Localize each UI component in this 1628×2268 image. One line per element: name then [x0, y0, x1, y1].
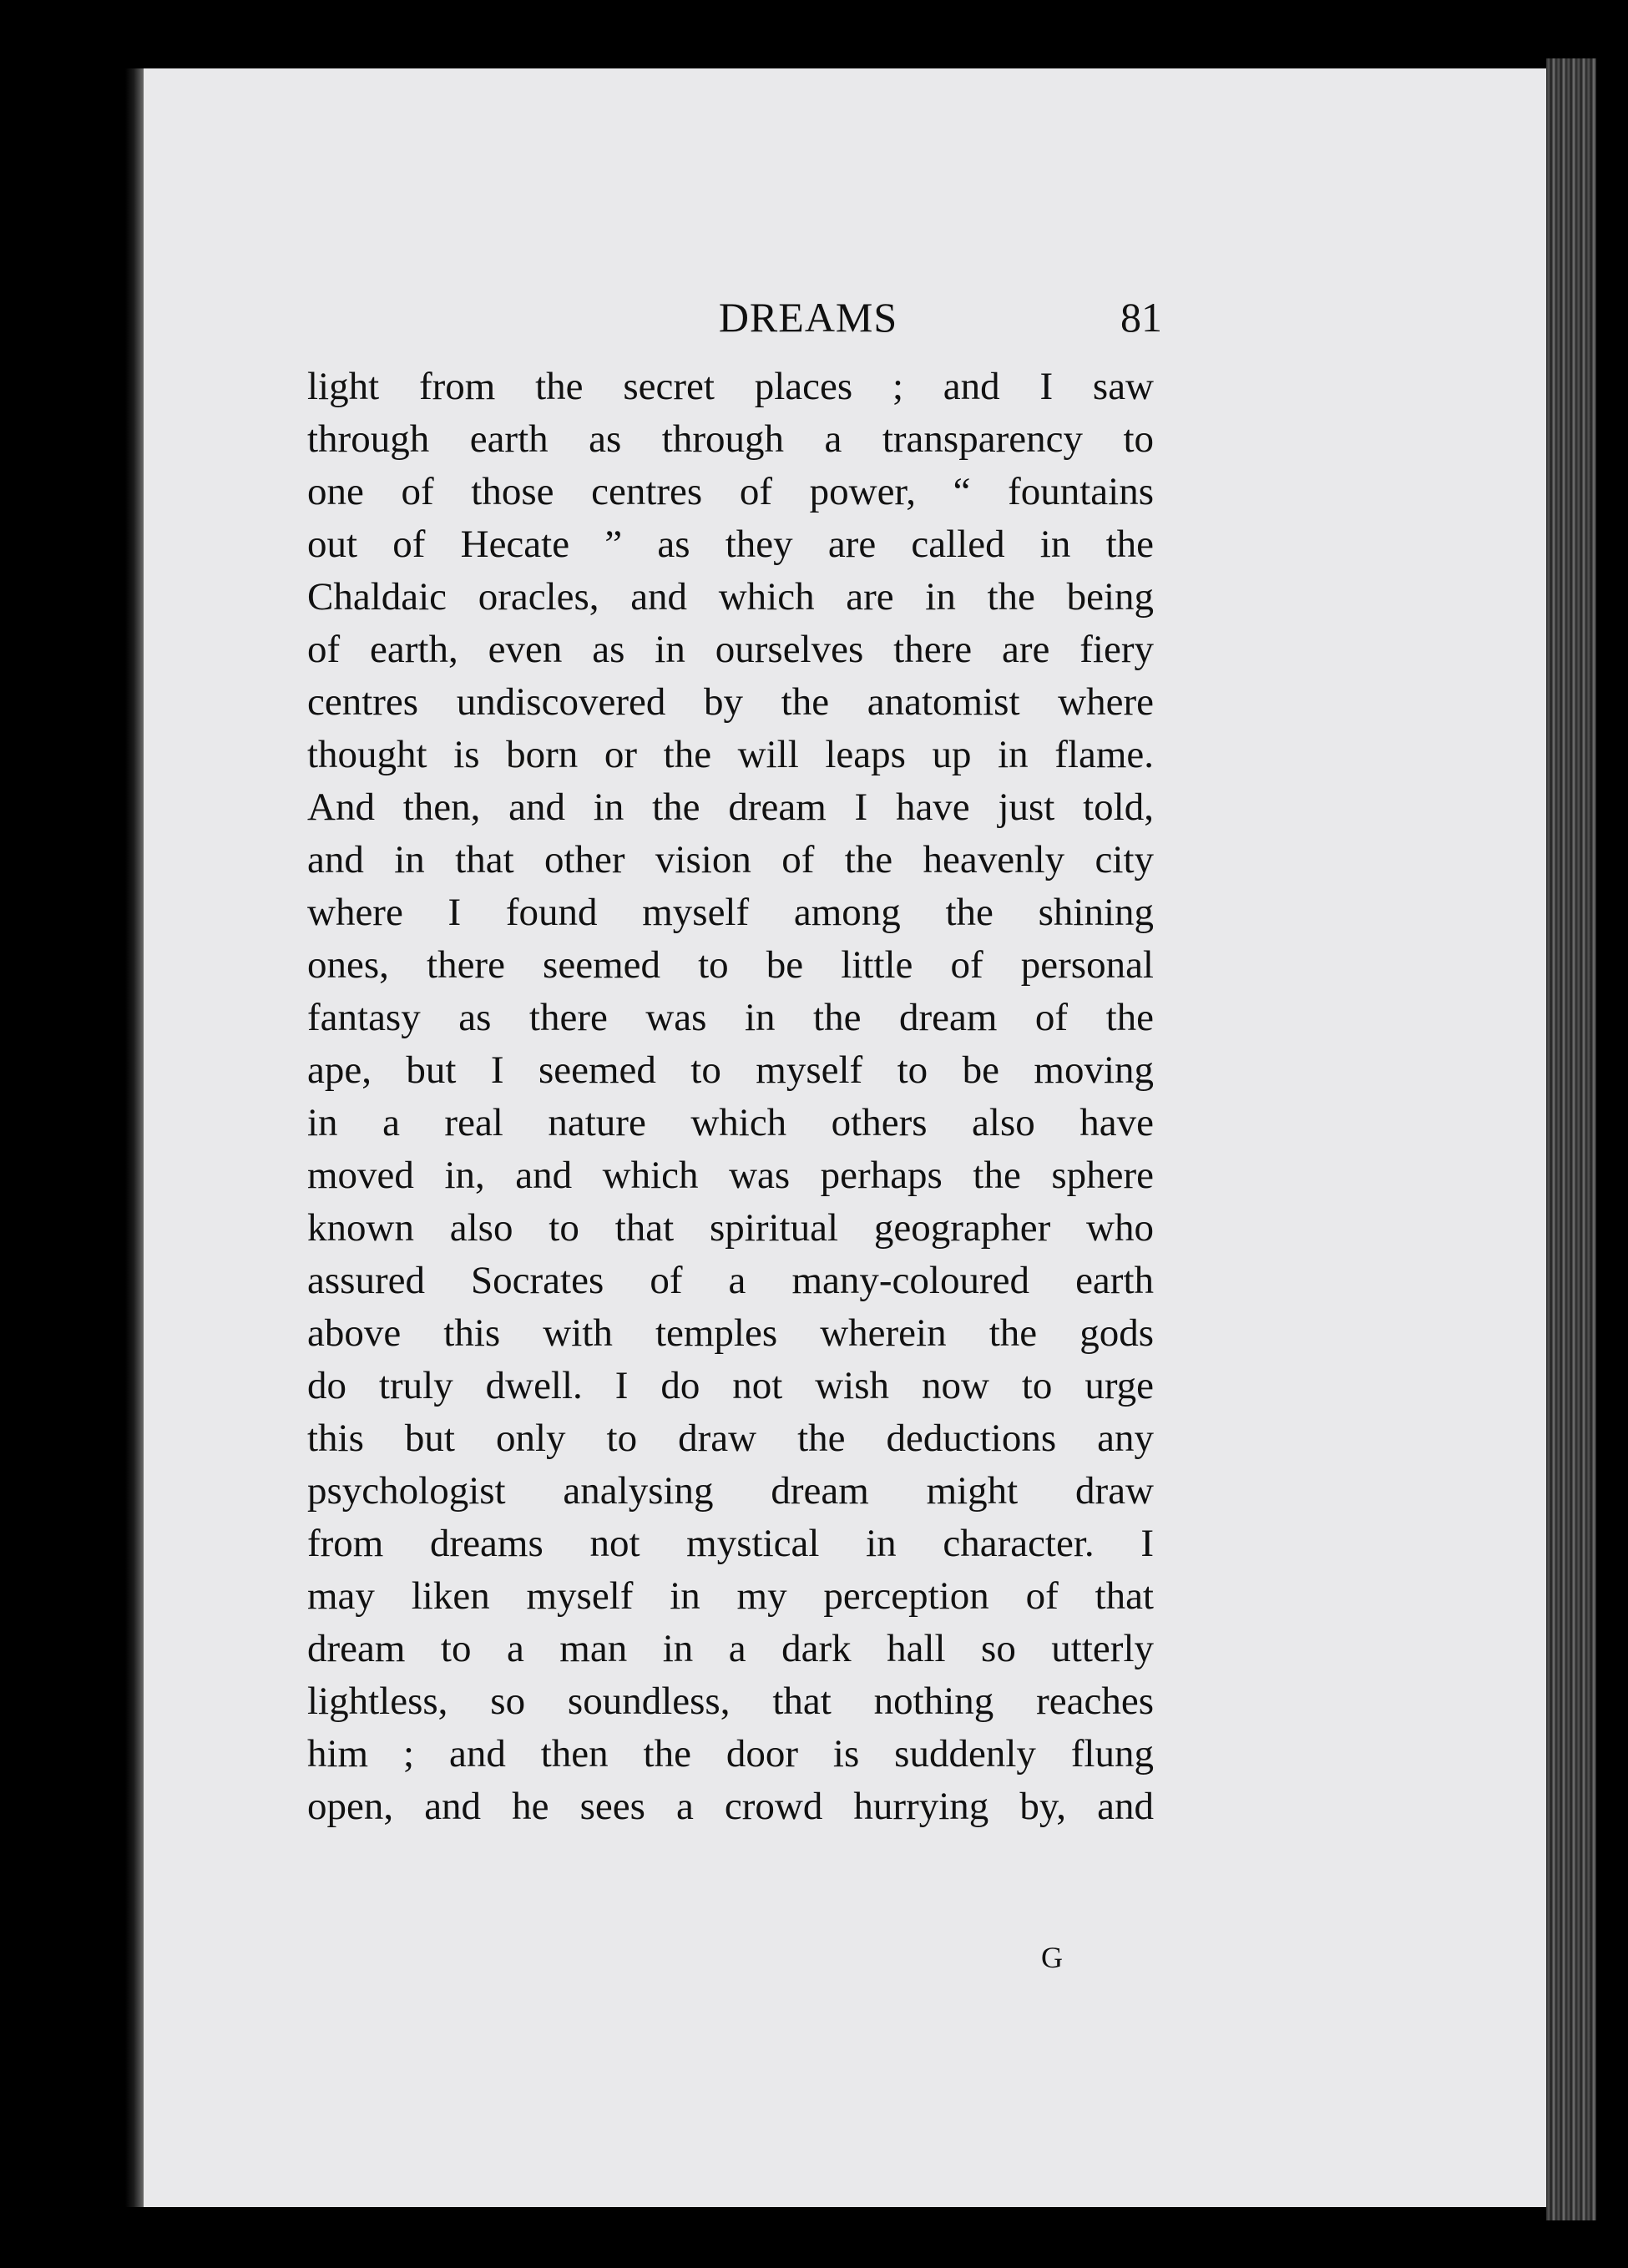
text-line: psychologist analysing dream might draw [307, 1469, 1154, 1513]
text-line: And then, and in the dream I have just told, [307, 785, 1154, 829]
text-line: and in that other vision of the heavenly city [307, 838, 1154, 881]
text-line: from dreams not mystical in character. I [307, 1522, 1154, 1565]
text-line: lightless, so soundless, that nothing reaches [307, 1680, 1154, 1723]
text-line: him ; and then the door is suddenly flung [307, 1732, 1154, 1776]
page-number: 81 [1120, 294, 1162, 341]
text-line: out of Hecate ” as they are called in the [307, 523, 1154, 566]
body-text [307, 361, 1154, 1833]
book-page [144, 68, 1546, 2207]
signature-mark: G [1041, 1941, 1063, 1974]
text-line: dream to a man in a dark hall so utterly [307, 1627, 1154, 1670]
text-line: of earth, even as in ourselves there are fiery [307, 628, 1154, 671]
text-line: assured Socrates of a many-coloured earth [307, 1259, 1154, 1302]
text-line: do truly dwell. I do not wish now to urge [307, 1364, 1154, 1407]
text-line: where I found myself among the shining [307, 891, 1154, 934]
text-line: may liken myself in my perception of that [307, 1574, 1154, 1618]
page-edge [1546, 58, 1596, 2220]
text-line: ones, there seemed to be little of personal [307, 943, 1154, 987]
text-line: thought is born or the will leaps up in flame. [307, 733, 1154, 776]
text-line: one of those centres of power, “ fountains [307, 470, 1154, 513]
book-binding-shadow [0, 68, 144, 2207]
running-title: DREAMS [718, 294, 898, 341]
text-line: moved in, and which was perhaps the sphere [307, 1154, 1154, 1197]
text-line: light from the secret places ; and I saw [307, 365, 1154, 408]
text-line: Chaldaic oracles, and which are in the being [307, 575, 1154, 619]
text-line: ape, but I seemed to myself to be moving [307, 1048, 1154, 1092]
text-line: known also to that spiritual geographer who [307, 1206, 1154, 1250]
running-head [144, 284, 1546, 351]
text-line: above this with temples wherein the gods [307, 1311, 1154, 1355]
text-line: centres undiscovered by the anatomist where [307, 680, 1154, 724]
text-line: in a real nature which others also have [307, 1101, 1154, 1144]
text-line: open, and he sees a crowd hurrying by, and [307, 1785, 1154, 1828]
text-line: through earth as through a transparency to [307, 417, 1154, 461]
text-line: fantasy as there was in the dream of the [307, 996, 1154, 1039]
text-line: this but only to draw the deductions any [307, 1417, 1154, 1460]
